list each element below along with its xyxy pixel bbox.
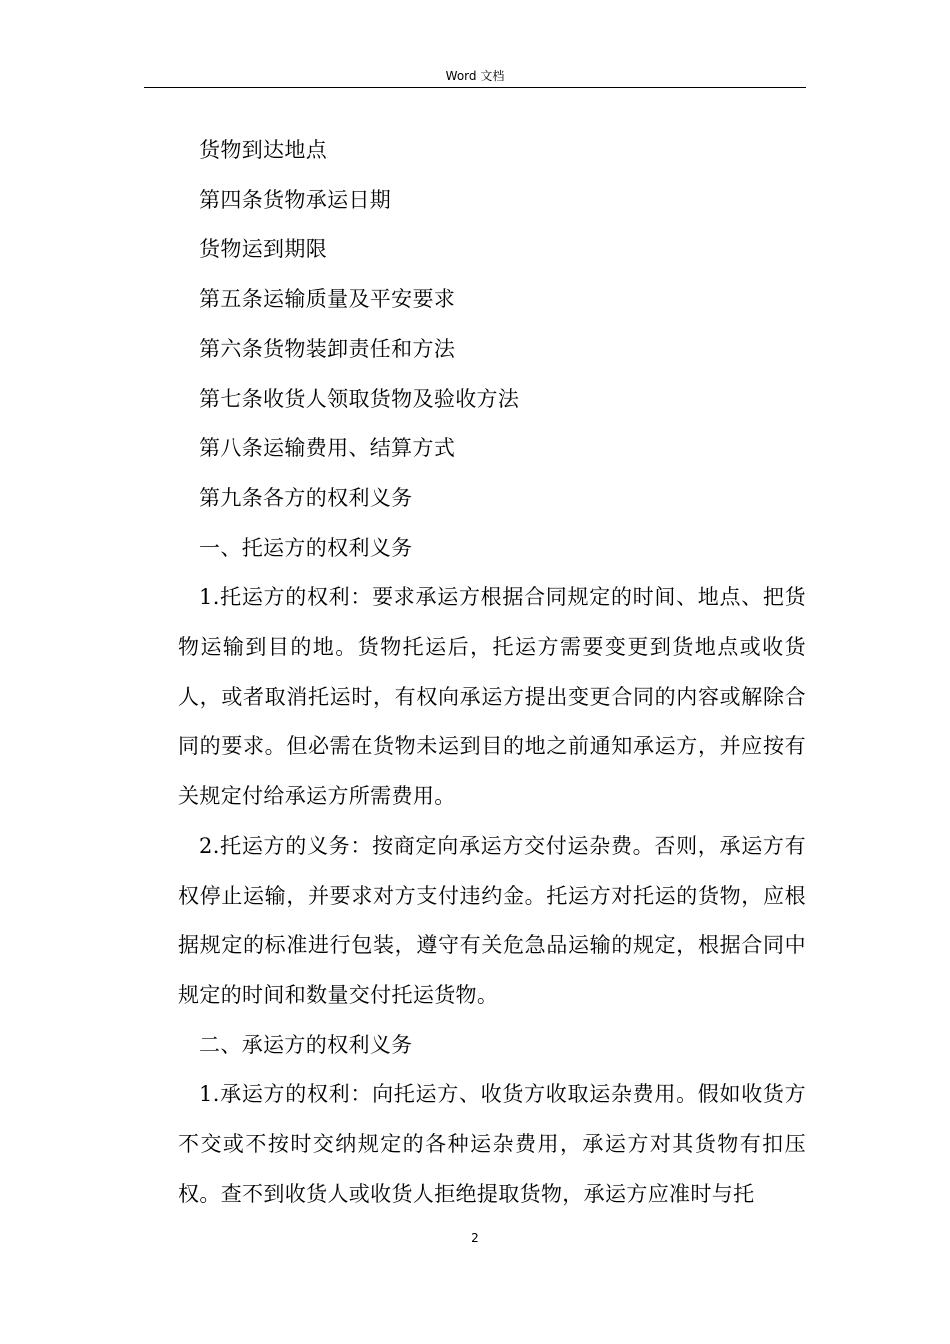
paragraph: 货物到达地点 [199,138,328,162]
section-heading: 一、托运方的权利义务 [199,535,413,560]
paragraph: 1.承运方的权利：向托运方、收货方收取运杂费用。假如收货方不交或不按时交纳规定的各种运杂费用，承运方对其货物有扣压权。查不到收货人或收货人拒绝提取货物，承运方应准时与托 [178,1082,806,1206]
paragraph: 2.托运方的义务：按商定向承运方交付运杂费。否则，承运方有权停止运输，并要求对方支付违约金。托运方对托运的货物，应根据规定的标准进行包装，遵守有关危急品运输的规定，根据合同中规定的时间和数量交付托运货物。 [178,833,806,1007]
section-heading: 二、承运方的权利义务 [199,1032,413,1057]
paragraph: 第九条各方的权利义务 [199,485,413,510]
paragraph: 第八条运输费用、结算方式 [199,436,456,461]
document-body [178,126,806,1219]
paragraph: 货物运到期限 [199,237,328,262]
paragraph: 1.托运方的权利：要求承运方根据合同规定的时间、地点、把货物运输到目的地。货物托运后，托运方需要变更到货地点或收货人，或者取消托运时，有权向承运方提出变更合同的内容或解除合同的要求。但必需在货物未运到目的地之前通知承运方，并应按有关规定付给承运方所需费用。 [178,585,806,809]
page-header: Word 文档 [445,69,505,83]
paragraph: 第七条收货人领取货物及验收方法 [199,386,520,411]
paragraph: 第五条运输质量及平安要求 [199,287,456,312]
paragraph: 第六条货物装卸责任和方法 [199,336,456,361]
header-divider [144,87,806,88]
paragraph: 第四条货物承运日期 [199,187,392,212]
page-number: 2 [471,1231,479,1245]
